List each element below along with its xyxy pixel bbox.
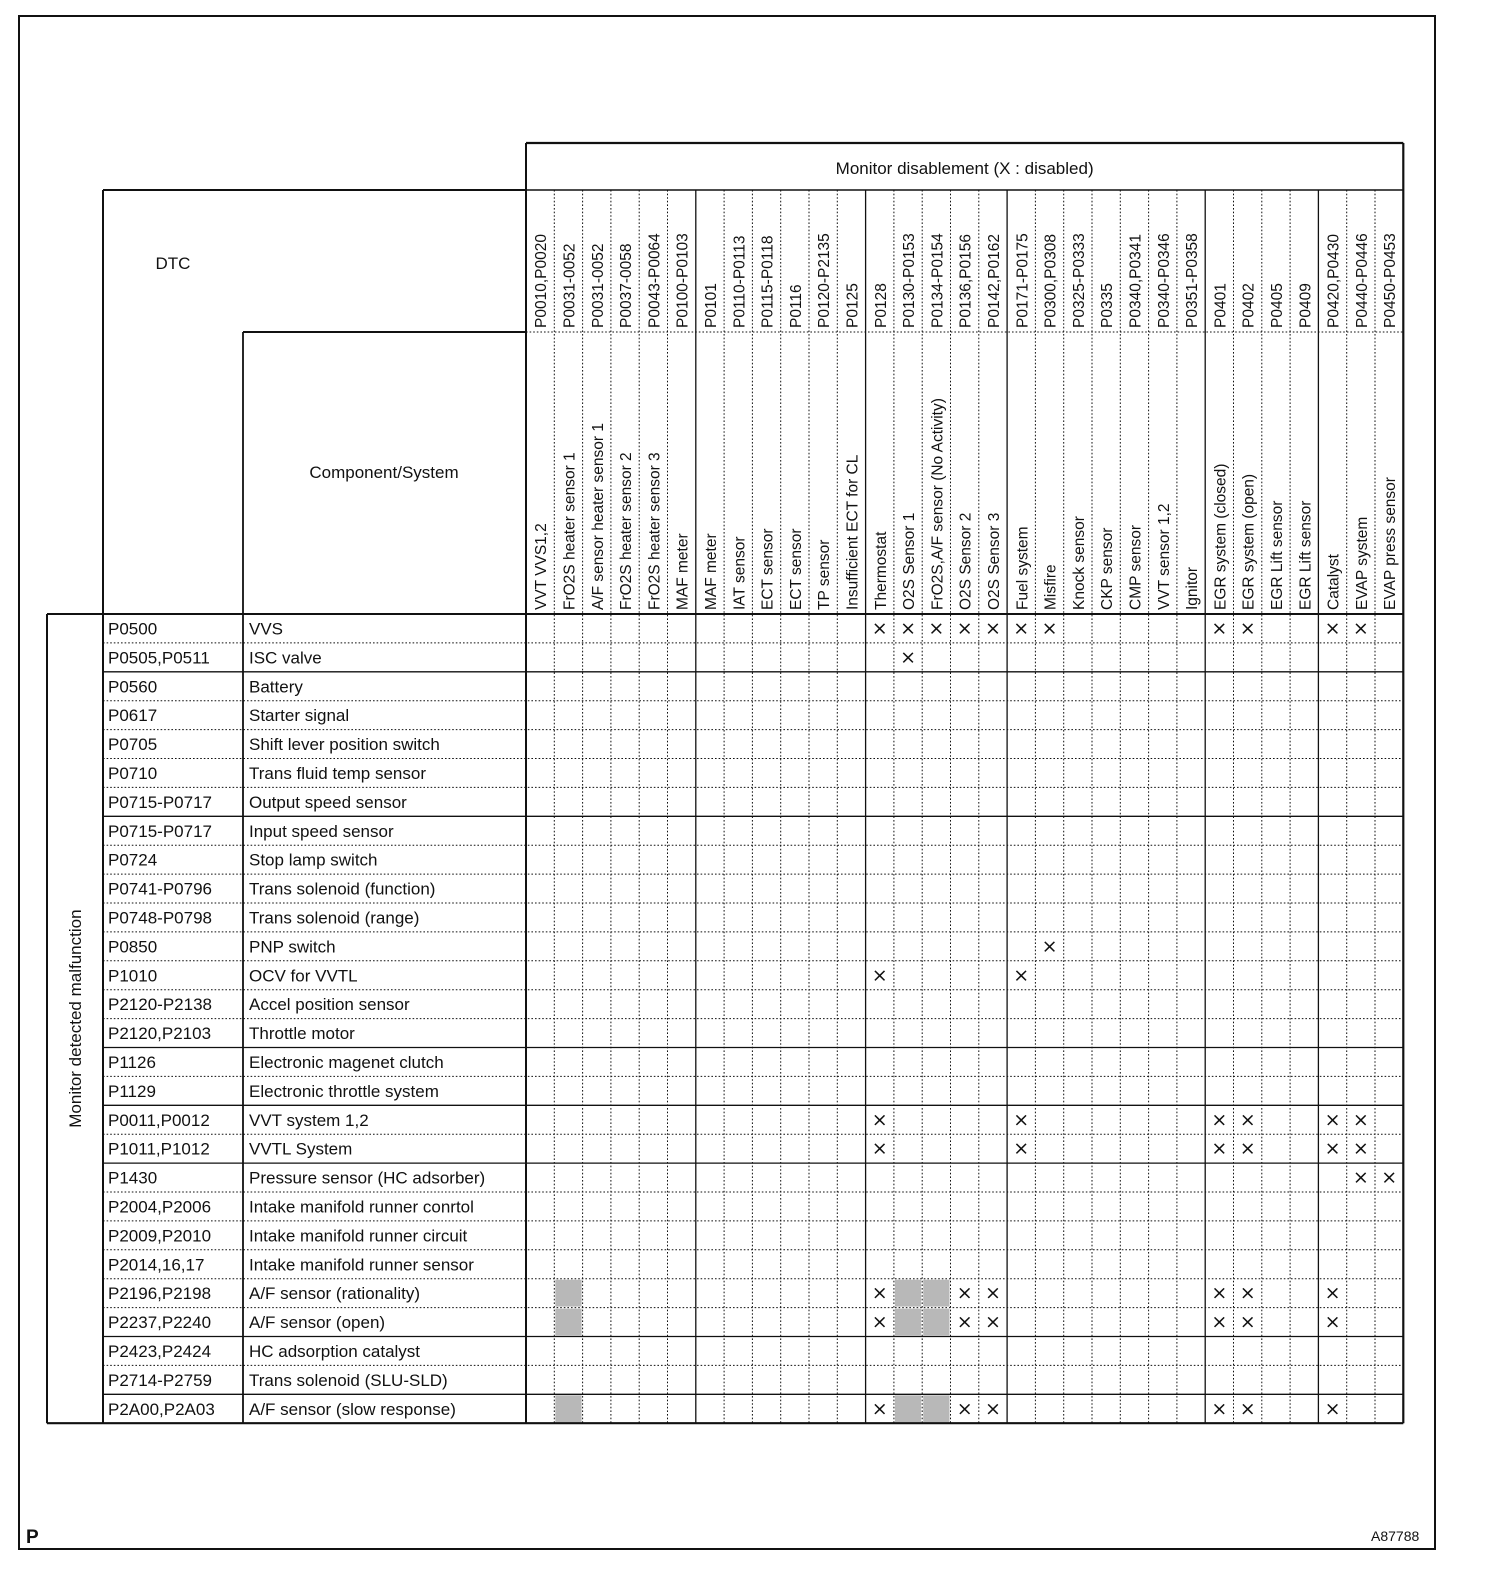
disabled-mark: × <box>1041 935 1058 958</box>
disabled-mark: × <box>900 617 917 640</box>
row-dtc-label: P1430 <box>108 1168 158 1188</box>
row-component-label: VVT system 1,2 <box>249 1110 369 1130</box>
row-component-label: Accel position sensor <box>249 995 410 1015</box>
column-component-label: A/F sensor heater sensor 1 <box>589 423 607 610</box>
disabled-mark: × <box>1352 1166 1369 1189</box>
row-component-label: Electronic throttle system <box>249 1081 439 1101</box>
column-component-label: Catalyst <box>1325 554 1343 610</box>
row-dtc-label: P2A00,P2A03 <box>108 1399 215 1419</box>
shaded-cell <box>923 1309 949 1336</box>
column-dtc-label: P0110-P0113 <box>731 235 749 328</box>
shaded-cell <box>923 1280 949 1307</box>
column-component-label: O2S Sensor 3 <box>985 512 1003 610</box>
disabled-mark: × <box>1324 1108 1341 1131</box>
row-dtc-label: P2014,16,17 <box>108 1255 205 1275</box>
shaded-cell <box>923 1395 949 1422</box>
shaded-cell <box>895 1280 921 1307</box>
disabled-mark: × <box>1324 1397 1341 1420</box>
row-dtc-label: P0850 <box>108 937 158 957</box>
column-component-label: EGR system (closed) <box>1212 463 1230 610</box>
disabled-mark: × <box>1041 617 1058 640</box>
row-dtc-label: P0715-P0717 <box>108 792 212 812</box>
column-dtc-label: P0335 <box>1099 283 1117 328</box>
disabled-mark: × <box>1239 1137 1256 1160</box>
disabled-mark: × <box>1211 617 1228 640</box>
disabled-mark: × <box>1013 964 1030 987</box>
column-dtc-label: P0420,P0430 <box>1325 234 1343 328</box>
row-dtc-label: P2009,P2010 <box>108 1226 212 1246</box>
column-dtc-label: P0405 <box>1268 283 1286 328</box>
disabled-mark: × <box>956 1282 973 1305</box>
row-component-label: Trans fluid temp sensor <box>249 763 426 783</box>
column-component-label: VVT VVS1,2 <box>533 523 551 610</box>
component-header: Component/System <box>309 463 459 482</box>
column-dtc-label: P0115-P0118 <box>759 235 777 328</box>
column-dtc-label: P0125 <box>844 283 862 328</box>
disabled-mark: × <box>1381 1166 1398 1189</box>
side-label: Monitor detected malfunction <box>66 909 85 1128</box>
disabled-mark: × <box>1239 617 1256 640</box>
disabled-mark: × <box>1211 1137 1228 1160</box>
row-dtc-label: P2714-P2759 <box>108 1370 212 1390</box>
disabled-mark: × <box>871 1108 888 1131</box>
row-component-label: A/F sensor (slow response) <box>249 1399 456 1419</box>
column-dtc-label: P0340-P0346 <box>1155 233 1173 328</box>
disabled-mark: × <box>1352 1108 1369 1131</box>
column-component-label: MAF meter <box>674 533 692 610</box>
dtc-header: DTC <box>155 254 191 273</box>
disabled-mark: × <box>984 1282 1001 1305</box>
column-component-label: VVT sensor 1,2 <box>1155 503 1173 610</box>
row-dtc-label: P0617 <box>108 706 158 726</box>
row-dtc-label: P0748-P0798 <box>108 908 212 928</box>
row-component-label: Intake manifold runner circuit <box>249 1226 468 1246</box>
disabled-mark: × <box>1352 617 1369 640</box>
row-component-label: A/F sensor (rationality) <box>249 1284 420 1304</box>
row-component-label: Pressure sensor (HC adsorber) <box>249 1168 486 1188</box>
shaded-cell <box>555 1395 581 1422</box>
column-dtc-label: P0031-0052 <box>561 243 579 328</box>
row-dtc-label: P0741-P0796 <box>108 879 212 899</box>
row-dtc-label: P0715-P0717 <box>108 821 212 841</box>
disabled-mark: × <box>1324 1137 1341 1160</box>
column-component-label: Misfire <box>1042 564 1060 610</box>
row-component-label: Trans solenoid (SLU-SLD) <box>249 1370 448 1390</box>
row-component-label: A/F sensor (open) <box>249 1313 386 1333</box>
row-component-label: Input speed sensor <box>249 821 394 841</box>
column-component-label: FrO2S heater sensor 1 <box>561 452 579 610</box>
disabled-mark: × <box>1324 1282 1341 1305</box>
disabled-mark: × <box>1239 1311 1256 1334</box>
column-dtc-label: P0130-P0153 <box>901 233 919 328</box>
row-dtc-label: P2120-P2138 <box>108 995 212 1015</box>
column-component-label: Insufficient ECT for CL <box>844 454 862 610</box>
shaded-cell <box>555 1309 581 1336</box>
column-dtc-label: P0325-P0333 <box>1070 233 1088 328</box>
row-component-label: Shift lever position switch <box>249 735 440 755</box>
disabled-mark: × <box>984 1397 1001 1420</box>
column-component-label: O2S Sensor 1 <box>901 512 919 610</box>
column-component-label: ECT sensor <box>759 528 777 610</box>
column-component-label: ECT sensor <box>787 528 805 610</box>
column-component-label: CKP sensor <box>1099 527 1117 610</box>
row-component-label: PNP switch <box>249 937 336 957</box>
row-component-label: Intake manifold runner conrtol <box>249 1197 474 1217</box>
column-component-label: EVAP system <box>1353 516 1371 610</box>
disabled-mark: × <box>928 617 945 640</box>
row-component-label: Stop lamp switch <box>249 850 378 870</box>
column-dtc-label: P0101 <box>702 283 720 328</box>
row-component-label: Starter signal <box>249 706 350 726</box>
figure-id: A87788 <box>1371 1528 1420 1544</box>
column-dtc-label: P0409 <box>1297 283 1315 328</box>
disabled-mark: × <box>956 617 973 640</box>
column-dtc-label: P0100-P0103 <box>674 233 692 328</box>
disabled-mark: × <box>871 964 888 987</box>
column-component-label: EGR Lift sensor <box>1268 500 1286 610</box>
disabled-mark: × <box>871 1282 888 1305</box>
column-component-label: Thermostat <box>872 531 890 610</box>
disabled-mark: × <box>1324 617 1341 640</box>
disabled-mark: × <box>871 1397 888 1420</box>
row-dtc-label: P2237,P2240 <box>108 1313 212 1333</box>
row-dtc-label: P0505,P0511 <box>108 648 210 668</box>
disabled-mark: × <box>1239 1108 1256 1131</box>
column-component-label: IAT sensor <box>731 536 749 610</box>
column-dtc-label: P0043-P0064 <box>646 233 664 328</box>
disabled-mark: × <box>1013 1137 1030 1160</box>
row-dtc-label: P1126 <box>108 1052 156 1072</box>
row-dtc-label: P1010 <box>108 966 158 986</box>
column-component-label: FrO2S,A/F sensor (No Activity) <box>929 398 947 610</box>
column-component-label: CMP sensor <box>1127 525 1145 610</box>
row-component-label: VVS <box>249 619 284 639</box>
disabled-mark: × <box>1211 1397 1228 1420</box>
disabled-mark: × <box>956 1311 973 1334</box>
column-dtc-label: P0401 <box>1212 283 1230 328</box>
disabled-mark: × <box>1352 1137 1369 1160</box>
row-component-label: Battery <box>249 677 303 697</box>
column-dtc-label: P0037-0058 <box>618 243 636 328</box>
row-component-label: Intake manifold runner sensor <box>249 1255 474 1275</box>
column-component-label: EVAP press sensor <box>1382 477 1400 610</box>
row-dtc-label: P0560 <box>108 677 158 697</box>
disablement-title: Monitor disablement (X : disabled) <box>835 159 1094 178</box>
row-dtc-label: P0724 <box>108 850 158 870</box>
column-dtc-label: P0402 <box>1240 283 1258 328</box>
column-dtc-label: P0010,P0020 <box>533 234 551 328</box>
column-dtc-label: P0440-P0446 <box>1353 233 1371 328</box>
row-component-label: Electronic magenet clutch <box>249 1052 444 1072</box>
column-component-label: MAF meter <box>702 533 720 610</box>
column-dtc-label: P0171-P0175 <box>1014 233 1032 328</box>
column-component-label: Knock sensor <box>1070 516 1088 610</box>
shaded-cell <box>895 1309 921 1336</box>
disabled-mark: × <box>1013 1108 1030 1131</box>
column-dtc-label: P0128 <box>872 283 890 328</box>
row-component-label: Output speed sensor <box>249 792 407 812</box>
column-component-label: FrO2S heater sensor 2 <box>618 452 636 610</box>
disabled-mark: × <box>900 646 917 669</box>
row-dtc-label: P0011,P0012 <box>108 1110 210 1130</box>
shaded-cell <box>555 1280 581 1307</box>
column-component-label: EGR system (open) <box>1240 473 1258 610</box>
row-component-label: HC adsorption catalyst <box>249 1341 421 1361</box>
page-letter: P <box>26 1527 39 1548</box>
column-dtc-label: P0120-P2135 <box>816 233 834 328</box>
row-dtc-label: P2120,P2103 <box>108 1024 212 1044</box>
row-component-label: ISC valve <box>249 648 322 668</box>
row-dtc-label: P0705 <box>108 735 158 755</box>
column-dtc-label: P0136,P0156 <box>957 234 975 328</box>
column-component-label: TP sensor <box>816 539 834 610</box>
row-dtc-label: P2423,P2424 <box>108 1341 212 1361</box>
disabled-mark: × <box>1239 1397 1256 1420</box>
column-dtc-label: P0142,P0162 <box>985 234 1003 328</box>
row-dtc-label: P1129 <box>108 1081 156 1101</box>
row-dtc-label: P2196,P2198 <box>108 1284 212 1304</box>
column-dtc-label: P0351-P0358 <box>1184 233 1202 328</box>
column-dtc-label: P0300,P0308 <box>1042 234 1060 328</box>
disabled-mark: × <box>956 1397 973 1420</box>
row-component-label: VVTL System <box>249 1139 353 1159</box>
disabled-mark: × <box>871 1137 888 1160</box>
column-component-label: Ignitor <box>1184 566 1202 610</box>
column-dtc-label: P0116 <box>787 284 805 328</box>
column-dtc-label: P0340,P0341 <box>1127 234 1145 328</box>
column-dtc-label: P0031-0052 <box>589 243 607 328</box>
row-component-label: OCV for VVTL <box>249 966 358 986</box>
row-dtc-label: P0500 <box>108 619 158 639</box>
row-dtc-label: P1011,P1012 <box>108 1139 210 1159</box>
column-component-label: EGR Lift sensor <box>1297 500 1315 610</box>
column-dtc-label: P0134-P0154 <box>929 233 947 328</box>
disabled-mark: × <box>1211 1108 1228 1131</box>
disabled-mark: × <box>1211 1311 1228 1334</box>
disabled-mark: × <box>871 617 888 640</box>
column-component-label: O2S Sensor 2 <box>957 512 975 610</box>
column-dtc-label: P0450-P0453 <box>1382 233 1400 328</box>
row-component-label: Throttle motor <box>249 1024 355 1044</box>
column-component-label: FrO2S heater sensor 3 <box>646 452 664 610</box>
disabled-mark: × <box>1013 617 1030 640</box>
disabled-mark: × <box>871 1311 888 1334</box>
disabled-mark: × <box>984 617 1001 640</box>
row-dtc-label: P2004,P2006 <box>108 1197 212 1217</box>
row-component-label: Trans solenoid (range) <box>249 908 420 928</box>
column-component-label: Fuel system <box>1014 526 1032 610</box>
disabled-mark: × <box>1324 1311 1341 1334</box>
row-component-label: Trans solenoid (function) <box>249 879 436 899</box>
disabled-mark: × <box>1211 1282 1228 1305</box>
disabled-mark: × <box>984 1311 1001 1334</box>
shaded-cell <box>895 1395 921 1422</box>
disabled-mark: × <box>1239 1282 1256 1305</box>
row-dtc-label: P0710 <box>108 763 158 783</box>
